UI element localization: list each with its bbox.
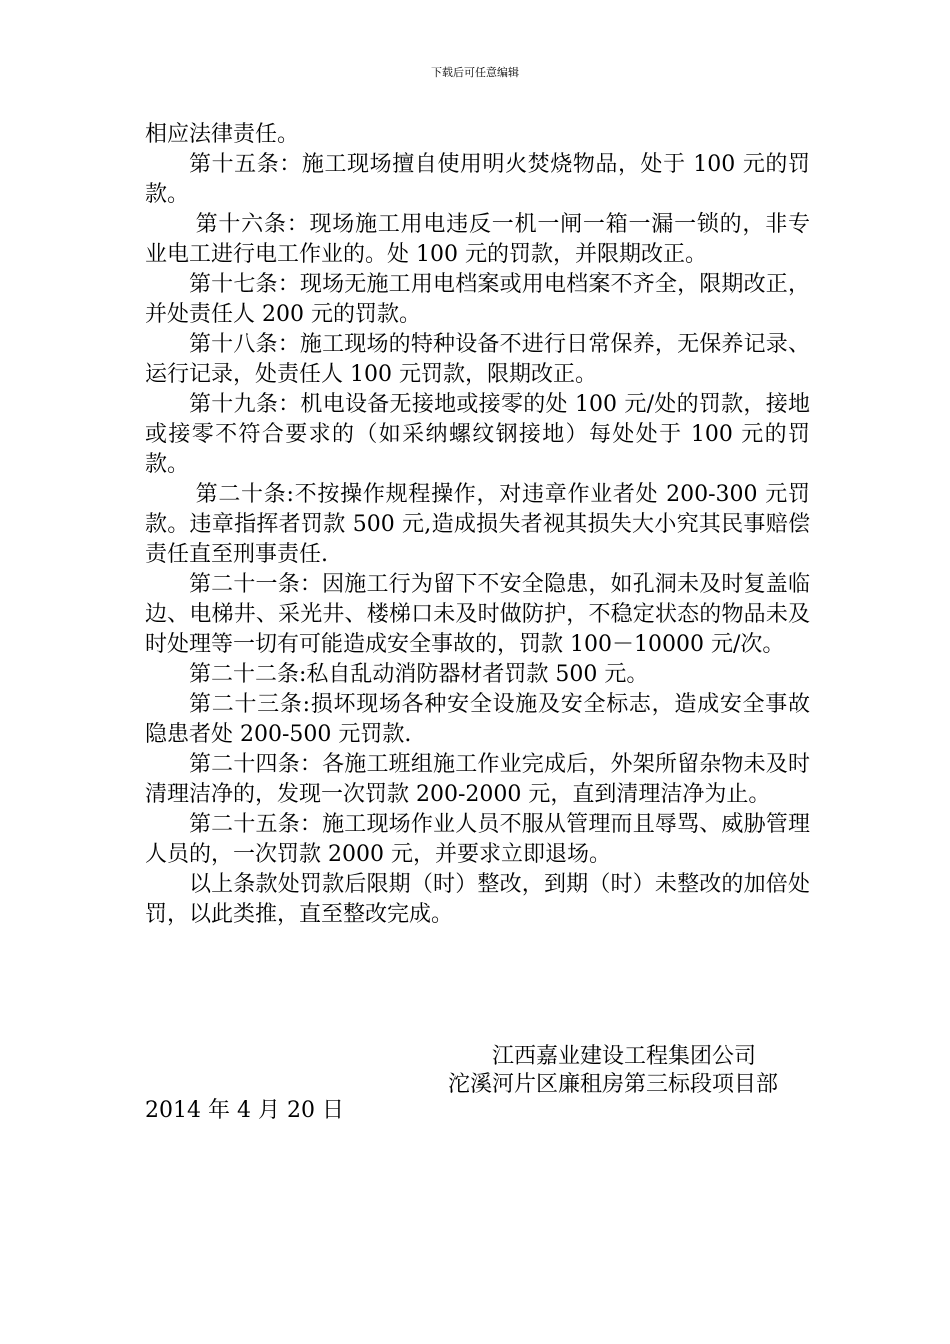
signature-company: 江西嘉业建设工程集团公司: [492, 1044, 757, 1069]
article-17: 第十七条：现场无施工用电档案或用电档案不齐全，限期改正，并处责任人 200 元的罚款。: [145, 272, 810, 327]
paragraph-continuation: 相应法律责任。: [145, 122, 300, 147]
header-note: 下载后可任意编辑: [431, 66, 519, 79]
article-25: 第二十五条：施工现场作业人员不服从管理而且辱骂、威胁管理人员的，一次罚款 2000 元，并要求立即退场。: [145, 812, 810, 867]
article-16: 第十六条：现场施工用电违反一机一闸一箱一漏一锁的，非专业电工进行电工作业的。处 100 元的罚款，并限期改正。: [145, 212, 810, 267]
article-19: 第十九条：机电设备无接地或接零的处 100 元/处的罚款，接地或接零不符合要求的（如采纳螺纹钢接地）每处处于 100 元的罚款。: [145, 392, 810, 477]
article-22: 第二十二条:私自乱动消防器材者罚款 500 元。: [189, 662, 649, 687]
article-18: 第十八条：施工现场的特种设备不进行日常保养，无保养记录、运行记录，处责任人 100 元罚款，限期改正。: [145, 332, 810, 387]
article-24: 第二十四条：各施工班组施工作业完成后，外架所留杂物未及时清理洁净的，发现一次罚款 200-2000 元，直到清理洁净为止。: [145, 752, 810, 807]
article-20: 第二十条:不按操作规程操作，对违章作业者处 200-300 元罚款。违章指挥者罚款 500 元,造成损失者视其损失大小究其民事赔偿责任直至刑事责任.: [145, 482, 810, 567]
document-body: [145, 120, 810, 930]
article-15: 第十五条：施工现场擅自使用明火焚烧物品，处于 100 元的罚款。: [145, 152, 810, 207]
closing-paragraph: 以上条款处罚款后限期（时）整改，到期（时）未整改的加倍处罚，以此类推，直至整改完成。: [145, 872, 810, 927]
signature-department: 沱溪河片区廉租房第三标段项目部: [448, 1072, 779, 1097]
article-23: 第二十三条:损坏现场各种安全设施及安全标志，造成安全事故隐患者处 200-500 元罚款.: [145, 692, 810, 747]
article-21: 第二十一条：因施工行为留下不安全隐患，如孔洞未及时复盖临边、电梯井、采光井、楼梯口未及时做防护，不稳定状态的物品未及时处理等一切有可能造成安全事故的，罚款 100－10000 元/次。: [145, 572, 810, 657]
signature-date: 2014 年 4 月 20 日: [145, 1098, 344, 1123]
